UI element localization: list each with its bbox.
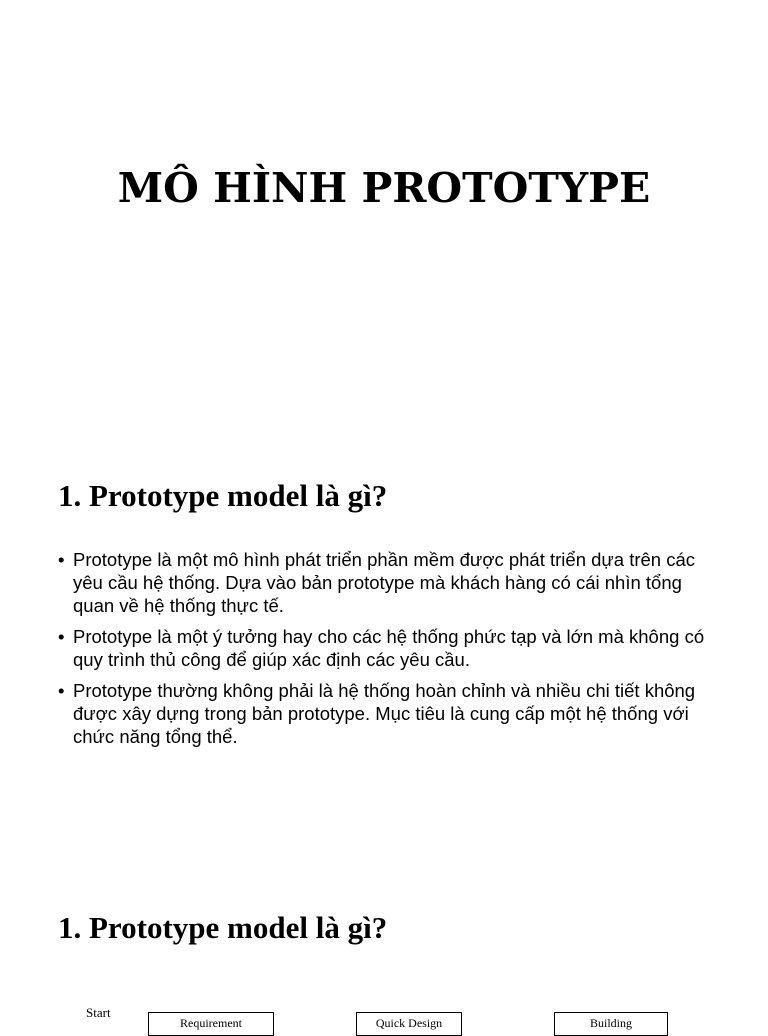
bullet-text: Prototype thường không phải là hệ thống hoàn chỉnh và nhiều chi tiết không được xây dựng trong bản prototype. Mục tiêu là cung cấp một hệ thống với chức năng tổng thể. xyxy=(73,680,696,747)
diagram-step-quick-design: Quick Design xyxy=(356,1012,462,1036)
bullet-list xyxy=(58,548,718,756)
bullet-item xyxy=(58,625,718,671)
section-heading: 1. Prototype model là gì? xyxy=(58,910,388,945)
section-heading: 1. Prototype model là gì? xyxy=(58,478,388,513)
slide-diagram xyxy=(0,864,768,1030)
page-title: MÔ HÌNH PROTOTYPE xyxy=(117,164,651,212)
slide-title xyxy=(0,0,768,432)
bullet-marker: • xyxy=(58,680,65,701)
bullet-marker: • xyxy=(58,626,65,647)
process-diagram xyxy=(0,1004,768,1030)
bullet-marker: • xyxy=(58,549,65,570)
bullet-text: Prototype là một ý tưởng hay cho các hệ thống phức tạp và lớn mà không có quy trình thủ công để giúp xác định các yêu cầu. xyxy=(73,626,705,670)
slide-definition xyxy=(0,432,768,864)
bullet-item xyxy=(58,548,718,617)
diagram-start-label: Start xyxy=(86,1005,111,1020)
bullet-text: Prototype là một mô hình phát triển phần mềm được phát triển dựa trên các yêu cầu hệ thống. Dựa vào bản prototype mà khách hàng có cái nhìn tổng quan về hệ thống thực tế. xyxy=(73,549,696,616)
bullet-item xyxy=(58,679,718,748)
diagram-step-building: Building xyxy=(554,1012,668,1036)
diagram-step-requirement: Requirement xyxy=(148,1012,274,1036)
